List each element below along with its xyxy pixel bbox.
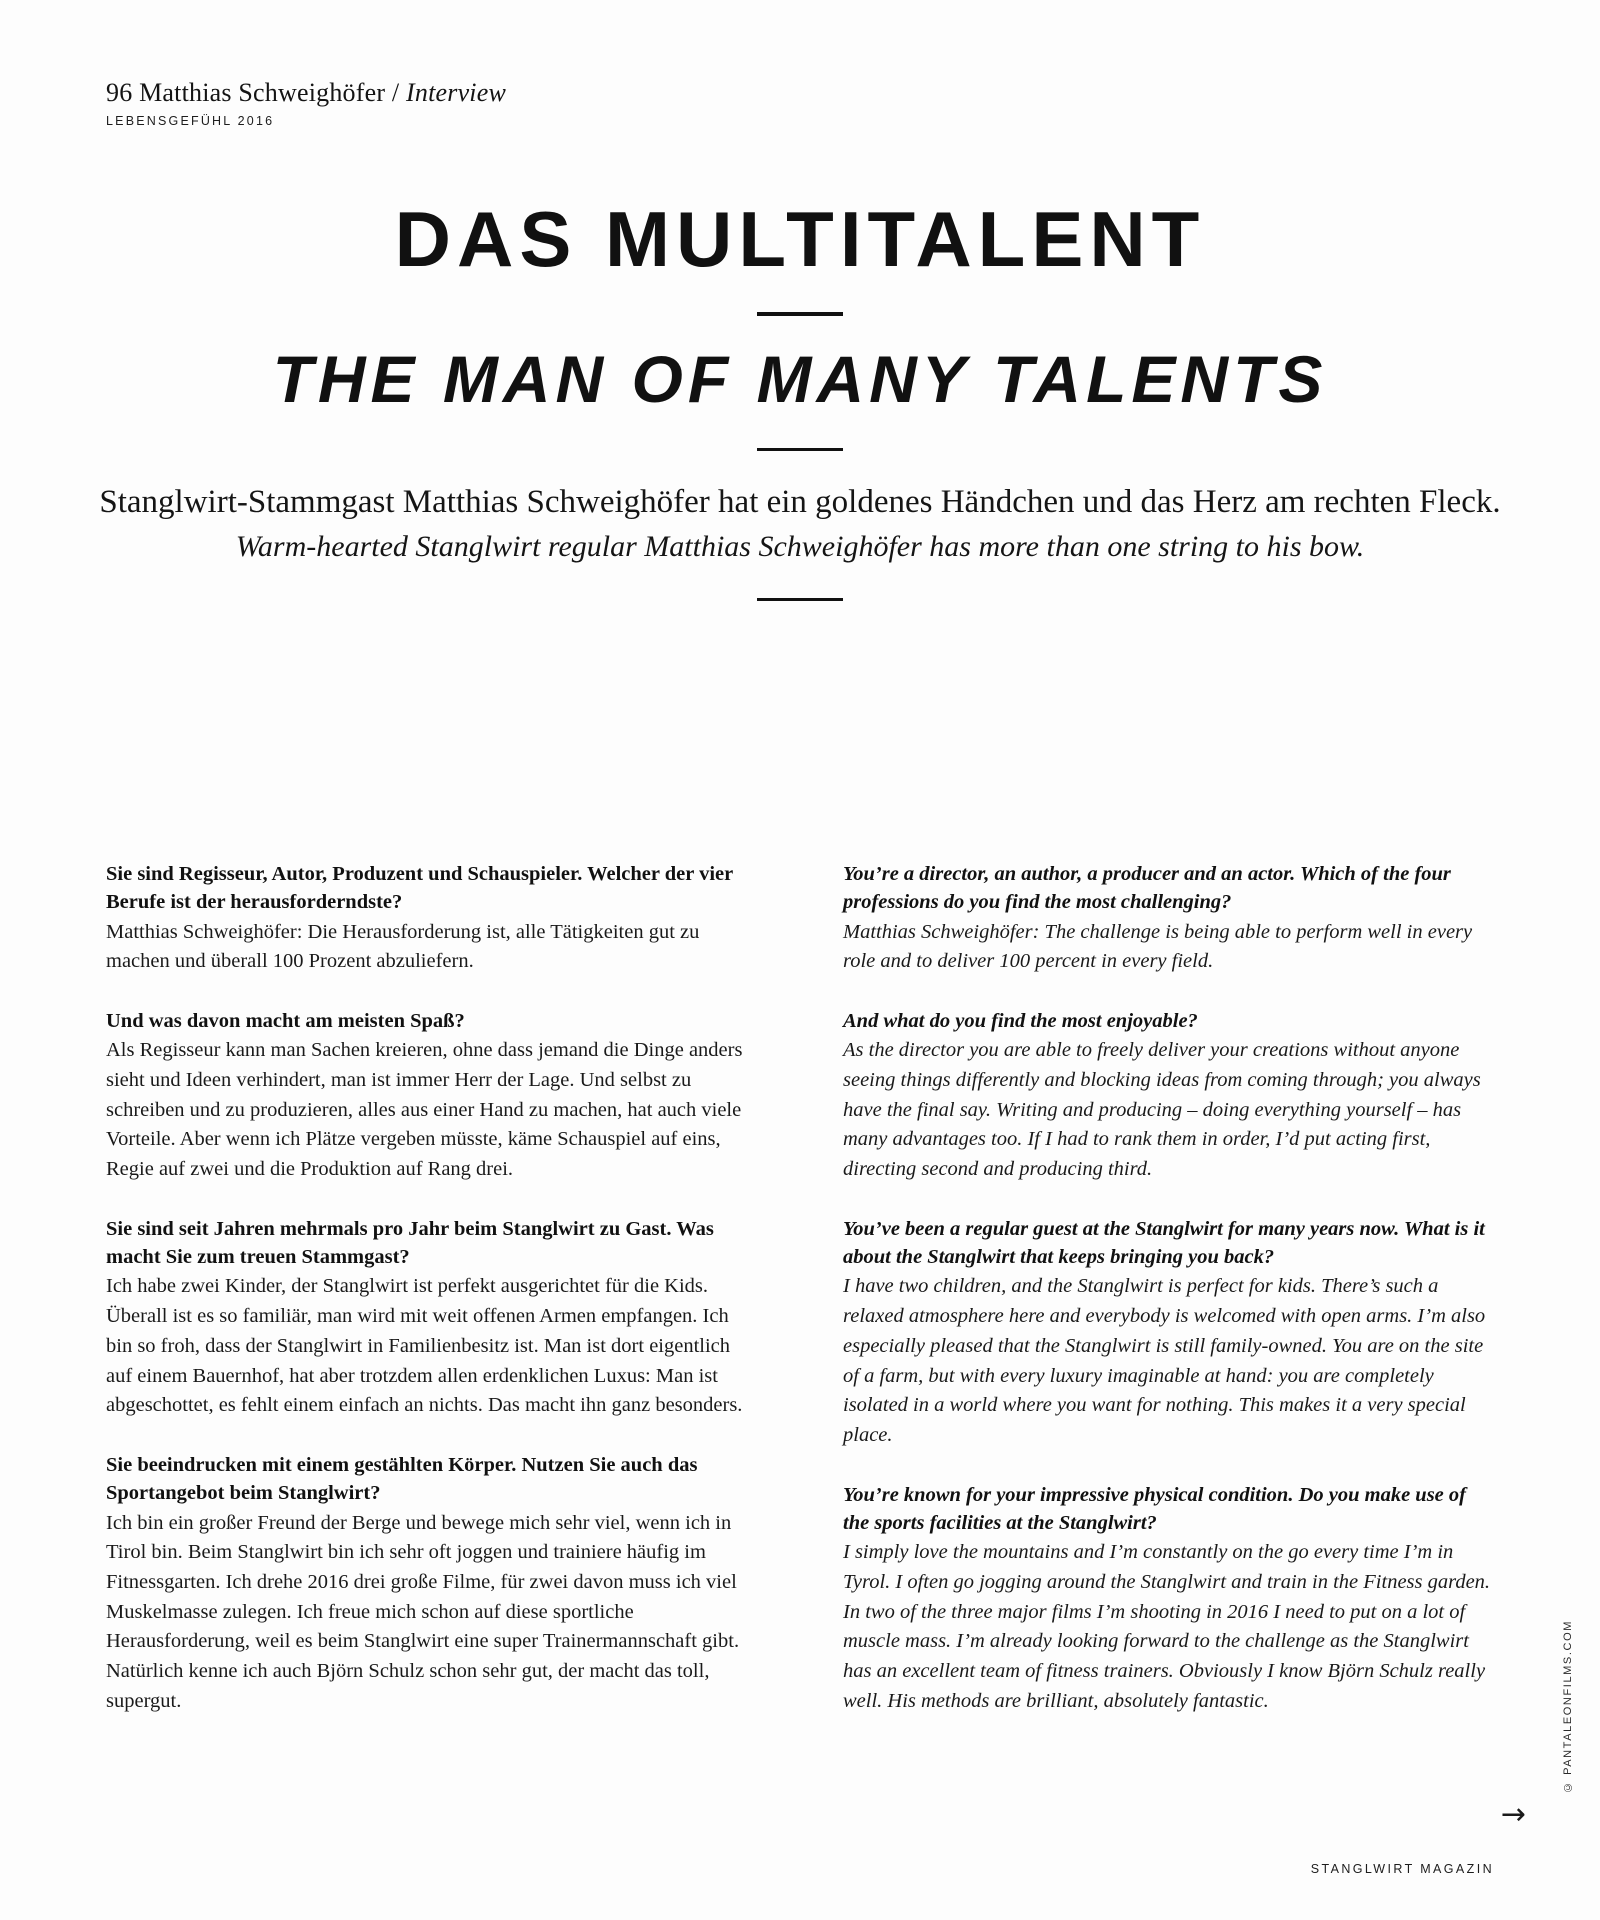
qa-block bbox=[843, 1215, 1496, 1451]
photo-credit: © PANTALEONFILMS.COM bbox=[1562, 1620, 1574, 1794]
question: And what do you find the most enjoyable? bbox=[843, 1010, 1198, 1032]
title-block bbox=[0, 195, 1600, 601]
question: Sie sind Regisseur, Autor, Produzent und Schauspieler. Welcher der vier Berufe ist der herausforderndste? bbox=[106, 863, 733, 914]
standfirst-german: Stanglwirt-Stammgast Matthias Schweighöfer hat ein goldenes Händchen und das Herz am rechten Fleck. bbox=[99, 484, 1501, 520]
standfirst bbox=[0, 481, 1600, 566]
question: Und was davon macht am meisten Spaß? bbox=[106, 1010, 465, 1032]
qa-block bbox=[106, 1451, 759, 1717]
page-title-english: THE MAN OF MANY TALENTS bbox=[272, 342, 1328, 416]
answer: I have two children, and the Stanglwirt is perfect for kids. There’s such a relaxed atmosphere here and everybody is welcomed with open arms. I’m also especially pleased that the Stanglwirt is still family-owned. You are on the site of a farm, but with every luxury imaginable at hand: you are completely isolated in a world where you want for nothing. This makes it a very special place. bbox=[843, 1275, 1486, 1447]
folio-subtitle: LEBENSGEFÜHL 2016 bbox=[106, 114, 275, 128]
qa-block bbox=[106, 1215, 759, 1421]
answer: Als Regisseur kann man Sachen kreieren, ohne dass jemand die Dinge anders sieht und Ideen verhindert, man ist immer Herr der Lage. Und selbst zu schreiben und zu produzieren, alles aus einer Hand zu machen, hat auch viele Vorteile. Aber wenn ich Plätze vergeben müsste, käme Schauspiel auf eins, Regie auf zwei und die Produktion auf Rang drei. bbox=[106, 1039, 743, 1181]
divider-rule-2 bbox=[757, 448, 843, 451]
question: Sie sind seit Jahren mehrmals pro Jahr beim Stanglwirt zu Gast. Was macht Sie zum treuen Stammgast? bbox=[106, 1217, 714, 1269]
folio-name: Matthias Schweighöfer bbox=[139, 78, 386, 107]
answer: Ich bin ein großer Freund der Berge und bewege mich sehr viel, wenn ich in Tirol bin. Beim Stanglwirt bin ich sehr oft joggen und trainiere häufig im Fitnessgarten. Ich drehe 2016 drei große Filme, für zwei davon muss ich viel Muskelmasse zulegen. Ich freue mich schon auf diese sportliche Herausforderung, weil es beim Stanglwirt eine super Trainermannschaft gibt. Natürlich kenne ich auch Björn Schulz schon sehr gut, der macht das toll, supergut. bbox=[106, 1511, 740, 1712]
page-title-german: DAS MULTITALENT bbox=[394, 195, 1206, 283]
folio-section: Interview bbox=[406, 78, 507, 107]
divider-rule-3 bbox=[757, 598, 843, 601]
standfirst-english: Warm-hearted Stanglwirt regular Matthias Schweighöfer has more than one string to his bow. bbox=[235, 530, 1365, 564]
question: You’ve been a regular guest at the Stanglwirt for many years now. What is it about the Stanglwirt that keeps bringing you back? bbox=[843, 1217, 1485, 1269]
column-german bbox=[106, 860, 759, 1747]
answer: As the director you are able to freely deliver your creations without anyone seeing things differently and blocking ideas from coming through; you always have the final say. Writing and producing – doing everything yourself – has many advantages too. If I had to rank them in order, I’d put acting first, directing second and producing third. bbox=[843, 1039, 1481, 1181]
qa-block bbox=[106, 860, 759, 977]
folio-separator: / bbox=[385, 78, 407, 107]
folio-number: 96 bbox=[106, 78, 133, 107]
answer: Matthias Schweighöfer: The challenge is being able to perform well in every role and to deliver 100 percent in every field. bbox=[843, 920, 1473, 973]
answer: Ich habe zwei Kinder, der Stanglwirt ist perfekt ausgerichtet für die Kids. Überall ist es so familiär, man wird mit weit offenen Armen empfangen. Ich bin so froh, dass der Stanglwirt in Familienbesitz ist. Man ist dort eigentlich auf einem Bauernhof, hat aber trotzdem allen erdenklichen Luxus: Man ist abgeschottet, es fehlt einem einfach an nichts. Das macht ihn ganz besonders. bbox=[106, 1275, 743, 1417]
answer: Matthias Schweighöfer: Die Herausforderung ist, alle Tätigkeiten gut zu machen und überall 100 Prozent abzuliefern. bbox=[106, 920, 700, 973]
question: You’re a director, an author, a producer and an actor. Which of the four professions do you find the most challenging? bbox=[843, 863, 1451, 914]
footer-brand: STANGLWIRT MAGAZIN bbox=[1310, 1862, 1494, 1876]
qa-block bbox=[843, 1481, 1496, 1717]
question: Sie beeindrucken mit einem gestählten Körper. Nutzen Sie auch das Sportangebot beim Stanglwirt? bbox=[106, 1454, 698, 1505]
page-header bbox=[106, 78, 1006, 128]
qa-block bbox=[843, 860, 1496, 977]
qa-block bbox=[106, 1007, 759, 1185]
continuation-arrow-icon: → bbox=[1500, 1797, 1526, 1832]
folio-line bbox=[106, 78, 1006, 108]
divider-rule-1 bbox=[757, 312, 843, 316]
interview-columns bbox=[106, 860, 1496, 1747]
question: You’re known for your impressive physical condition. Do you make use of the sports facilities at the Stanglwirt? bbox=[843, 1483, 1466, 1535]
answer: I simply love the mountains and I’m constantly on the go every time I’m in Tyrol. I often go jogging around the Stanglwirt and train in the Fitness garden. In two of the three major films I’m shooting in 2016 I need to put on a lot of muscle mass. I’m already looking forward to the challenge as the Stanglwirt has an excellent team of fitness trainers. Obviously I know Björn Schulz really well. His methods are brilliant, absolutely fantastic. bbox=[843, 1541, 1491, 1712]
column-english bbox=[843, 860, 1496, 1747]
qa-block bbox=[843, 1007, 1496, 1185]
